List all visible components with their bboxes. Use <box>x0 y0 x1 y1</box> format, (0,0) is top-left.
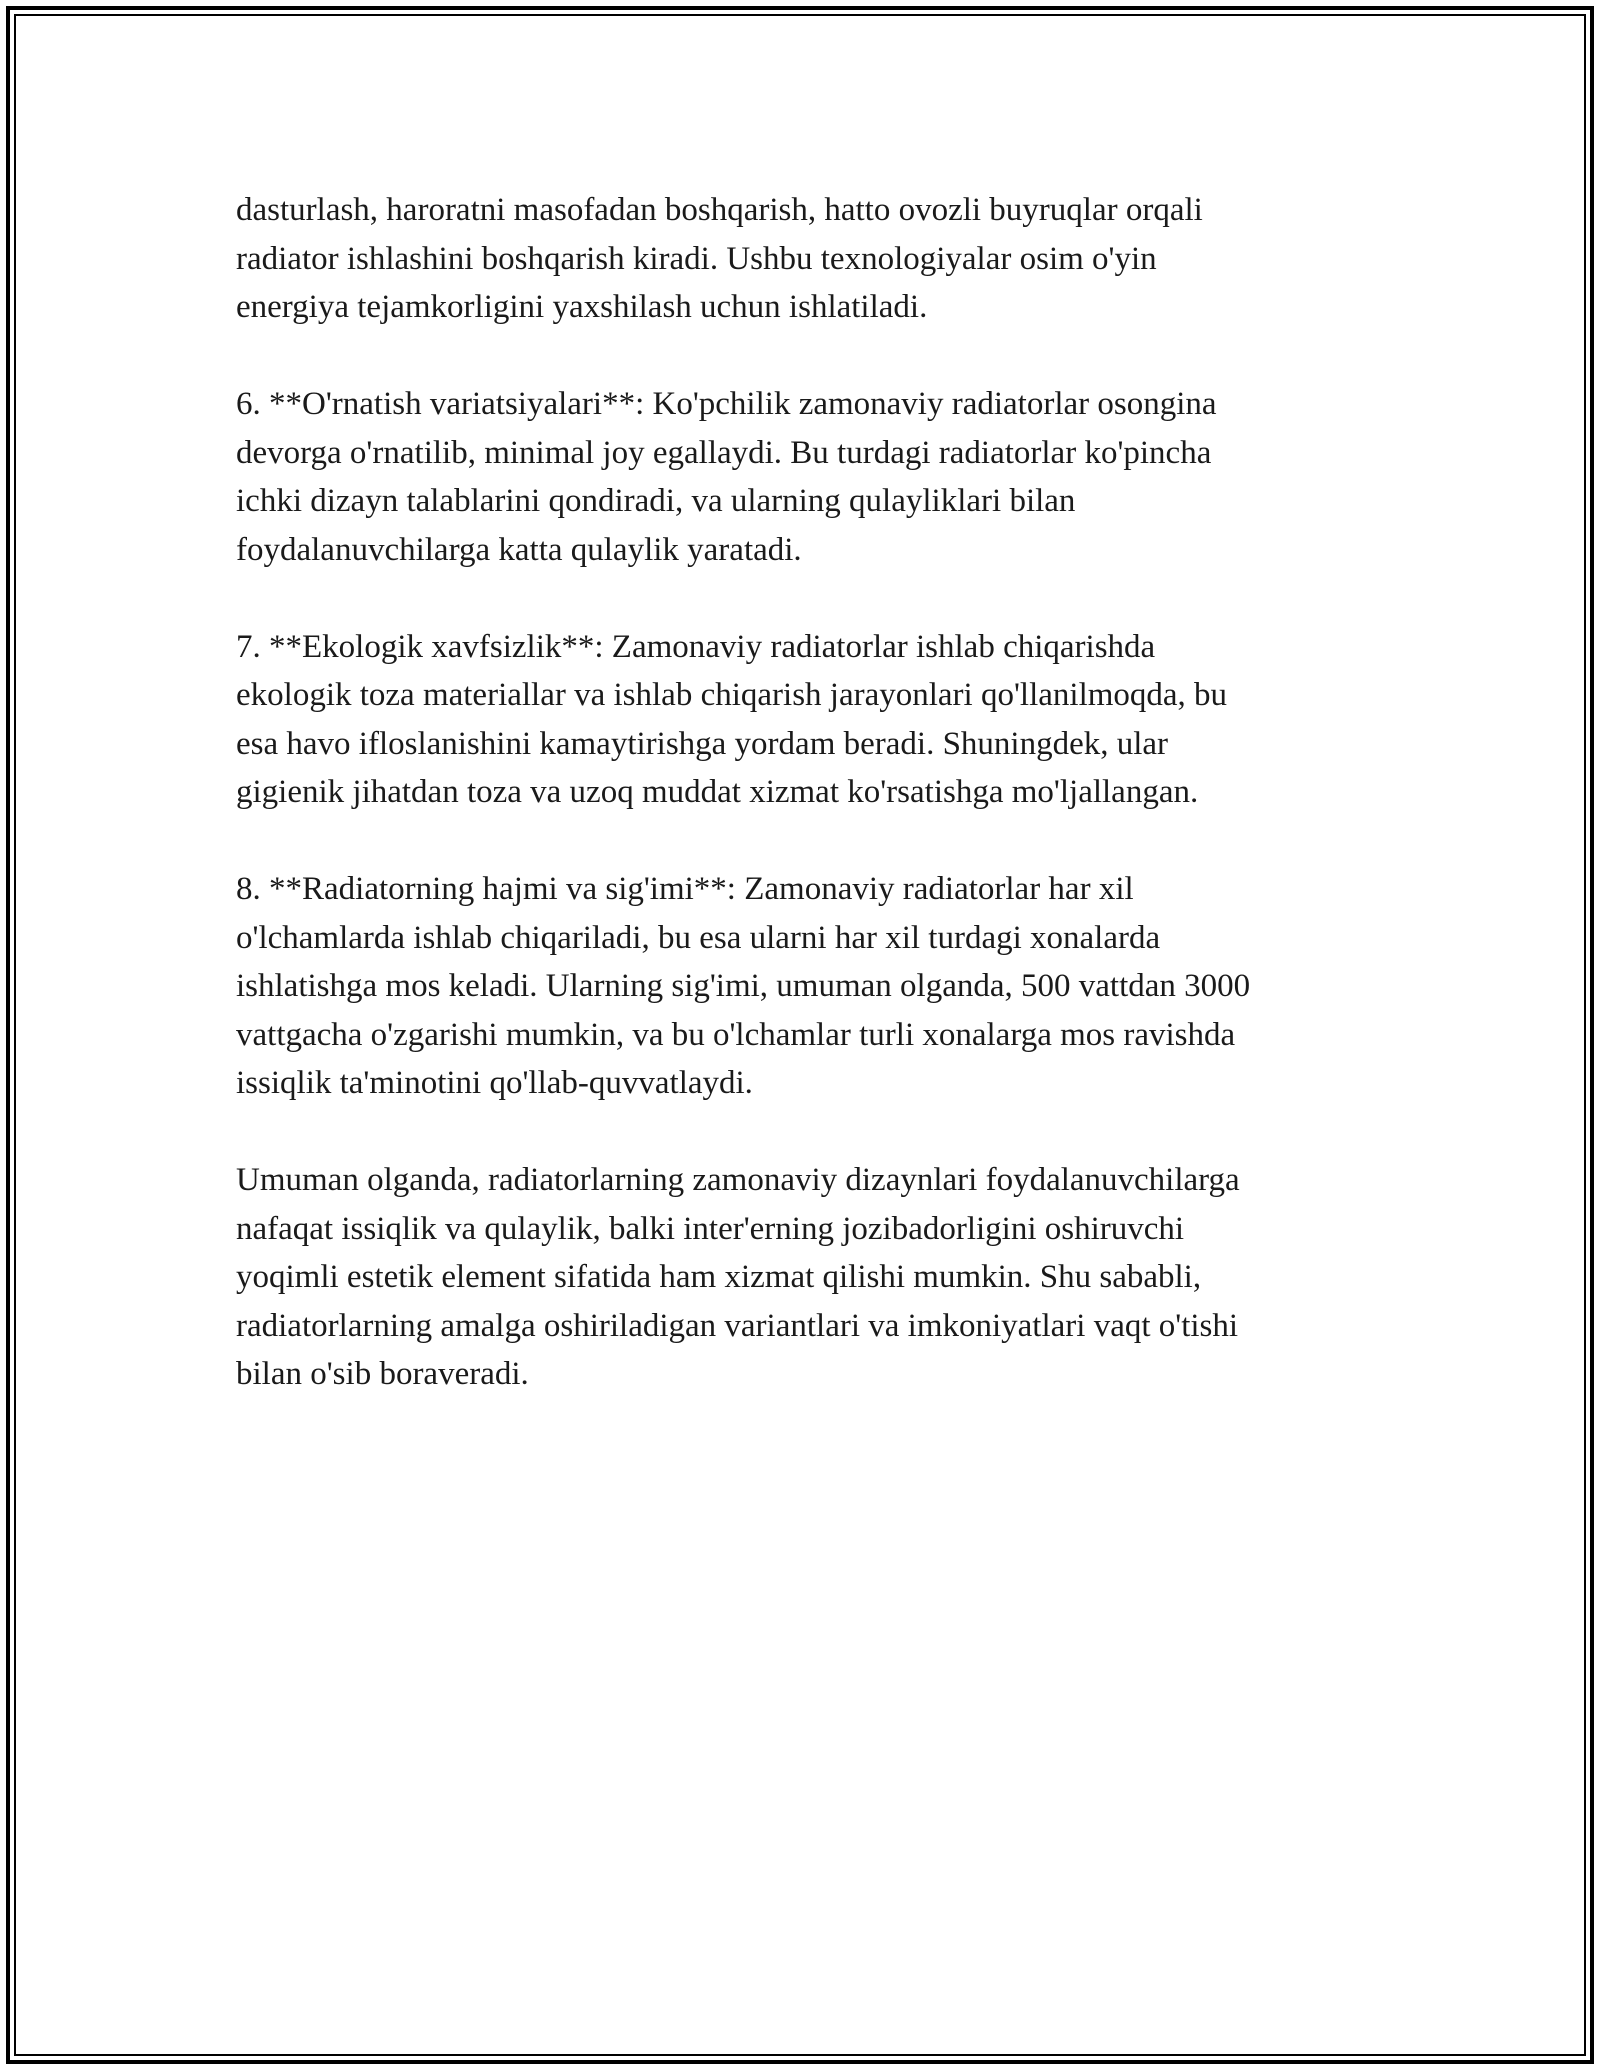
paragraph-conclusion: Umuman olganda, radiatorlarning zamonaviy dizaynlari foydalanuvchilarga nafaqat issiqlik va qulaylik, balki inter'erning jozibadorligini oshiruvchi yoqimli estetik element sifatida ham xizmat qilishi mumkin. Shu sababli, radiatorlarning amalga oshiriladigan variantlari va imkoniyatlari vaqt o'tishi bilan o'sib boraveradi. <box>236 1162 1240 1392</box>
document-body <box>236 186 1376 1447</box>
paragraph-radiator-size-capacity: 8. **Radiatorning hajmi va sig'imi**: Zamonaviy radiatorlar har xil o'lchamlarda ishlab chiqariladi, bu esa ularni har xil turdagi xonalarda ishlatishga mos keladi. Ularning sig'imi, umuman olganda, 500 vattdan 3000 vattgacha o'zgarishi mumkin, va bu o'lchamlar turli xonalarga mos ravishda issiqlik ta'minotini qo'llab-quvvatlaydi. <box>236 871 1251 1101</box>
paragraph-smart-control: dasturlash, haroratni masofadan boshqarish, hatto ovozli buyruqlar orqali radiator ishlashini boshqarish kiradi. Ushbu texnologiyalar osim o'yin energiya tejamkorligini yaxshilash uchun ishlatiladi. <box>236 192 1203 325</box>
paragraph-ecological-safety: 7. **Ekologik xavfsizlik**: Zamonaviy radiatorlar ishlab chiqarishda ekologik toza materiallar va ishlab chiqarish jarayonlari qo'llanilmoqda, bu esa havo ifloslanishini kamaytirishga yordam beradi. Shuningdek, ular gigienik jihatdan toza va uzoq muddat xizmat ko'rsatishga mo'ljallangan. <box>236 628 1228 810</box>
paragraph-installation-variations: 6. **O'rnatish variatsiyalari**: Ko'pchilik zamonaviy radiatorlar osongina devorga o'rnatilib, minimal joy egallaydi. Bu turdagi radiatorlar ko'pincha ichki dizayn talablarini qondiradi, va ularning qulayliklari bilan foydalanuvchilarga katta qulaylik yaratadi. <box>236 386 1217 568</box>
